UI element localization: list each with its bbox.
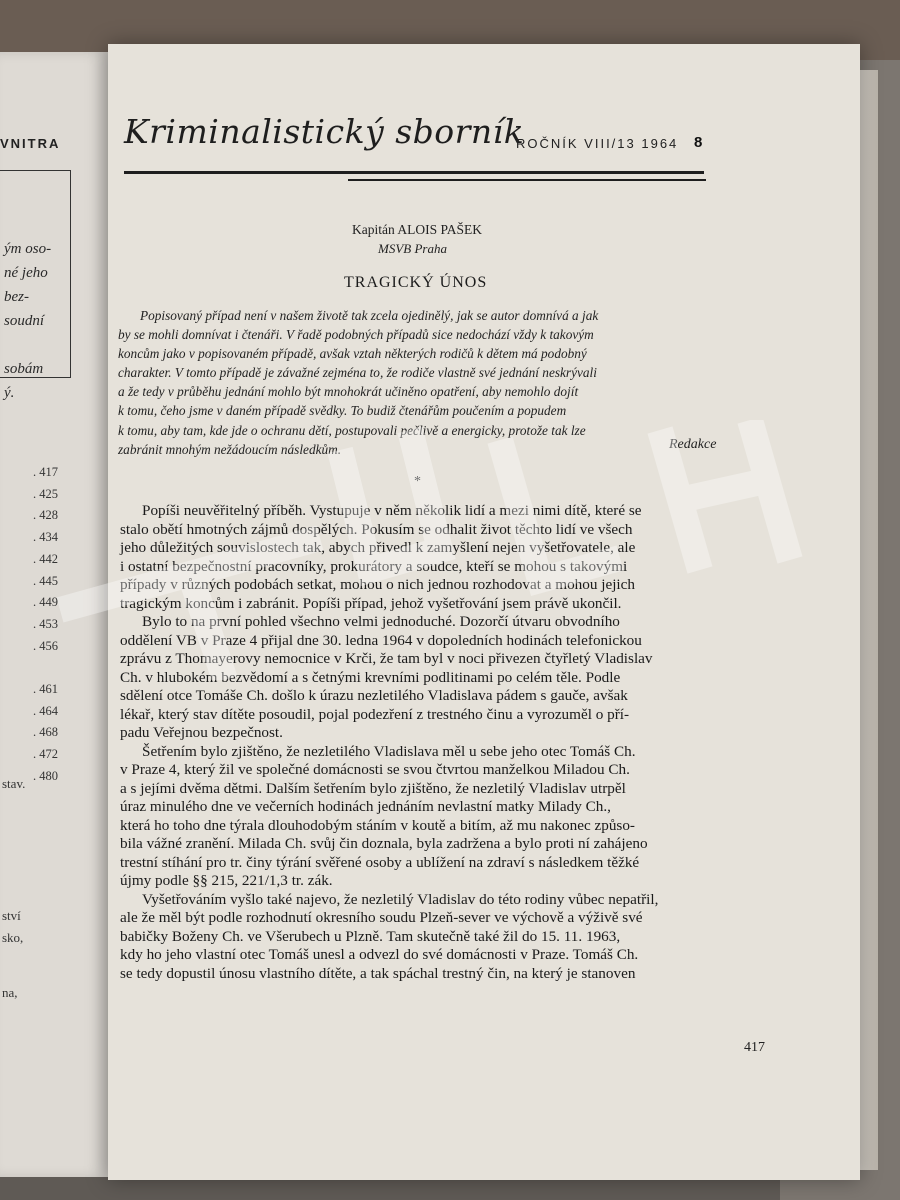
page-edge xyxy=(860,70,878,1170)
index-page-number: . 456 xyxy=(33,638,58,653)
left-box-line: bez- xyxy=(4,289,29,305)
index-page-number: . 461 xyxy=(33,682,58,697)
journal-page xyxy=(108,44,860,1180)
body-line: v Praze 4, který žil ve společné domácnosti se svou čtvrtou manželkou Miladou Ch. xyxy=(120,761,630,778)
body-line: i ostatní bezpečnostní pracovníky, prokurátory a soudce, kteří se mohou s takovými xyxy=(120,557,628,575)
index-page-number: . 453 xyxy=(33,616,58,631)
left-page-fragment: ství xyxy=(2,908,21,923)
left-page xyxy=(0,52,109,1177)
header-rule-thin xyxy=(348,179,706,181)
body-line: Bylo to na první pohled všechno velmi jednoduché. Dozorčí útvaru obvodního xyxy=(142,613,620,630)
body-line: jeho důležitých souvislostech tak, abych přivedl k zamyšlení nejen vyšetřovatele, ale xyxy=(120,539,636,556)
index-page-number: . 472 xyxy=(33,747,58,762)
editorial-line: by se mohli domnívat i čtenáři. V řadě podobných případů sice nedochází vždy k takovým xyxy=(118,327,594,343)
article-body xyxy=(120,502,748,983)
index-page-number: . 434 xyxy=(33,530,58,545)
left-page-fragment: sko, xyxy=(2,930,24,945)
body-line: úraz minulého dne ve večerních hodinách jednáním nevlastní matky Milady Ch., xyxy=(120,798,611,815)
journal-title: Kriminalistický sborník xyxy=(124,112,525,151)
body-line: Šetřením bylo zjištěno, že nezletilého Vladislava měl u sebe jeho otec Tomáš Ch. xyxy=(142,742,636,760)
editorial-line: Popisovaný případ není v našem životě tak zcela ojedinělý, jak se autor domnívá a jak xyxy=(140,308,599,323)
left-page-fragment: na, xyxy=(2,985,18,1000)
left-box-line: sobám xyxy=(4,361,44,377)
left-page-box xyxy=(0,170,71,401)
left-page-fragment: stav. xyxy=(2,776,26,791)
article-author: Kapitán ALOIS PAŠEK xyxy=(352,222,483,237)
volume-info: ROČNÍK VIII/13 1964 xyxy=(516,136,679,151)
body-line: se tedy dopustil únosu vlastního dítěte, a tak spáchal trestný čin, na který je stanoven xyxy=(120,964,636,982)
left-box-line: ým oso- xyxy=(4,241,52,257)
index-page-number: . 425 xyxy=(33,486,58,501)
body-line: Popíši neuvěřitelný příběh. Vystupuje v něm několik lidí a mezi nimi dítě, které se xyxy=(142,502,642,519)
body-line: Ch. v hlubokém bezvědomí a s četnými krevními podlitinami po celém těle. Podle xyxy=(120,668,621,686)
body-line: bila vážné zranění. Milada Ch. svůj čin doznala, byla zadržena a bylo proti ní zahájeno xyxy=(120,835,648,852)
body-line: padu Veřejnou bezpečnost. xyxy=(120,724,283,741)
body-line: lékař, který stav dítěte posoudil, pojal podezření z trestného činu a vyrozuměl o pří- xyxy=(120,705,630,723)
index-page-number: . 442 xyxy=(33,551,58,566)
body-line: a s jejími dvěma dětmi. Dalším šetřením bylo zjištěno, že nezletilý Vladislav utrpěl xyxy=(120,779,626,797)
index-page-number: . 417 xyxy=(33,465,58,479)
editorial-line: zabránit mnohým nežádoucím následkům. xyxy=(118,441,342,457)
left-box-line: né jeho xyxy=(4,265,48,281)
editorial-note xyxy=(118,306,730,459)
index-page-number: . 468 xyxy=(33,725,58,740)
left-box-line xyxy=(4,333,51,357)
body-line: babičky Boženy Ch. ve Všerubech u Plzně. Tam skutečně také žil do 15. 11. 1963, xyxy=(120,927,621,945)
left-box-line: soudní xyxy=(4,313,45,329)
editorial-line: charakter. V tomto případě je závažné zejména to, že rodiče vlastně své jednání neskrývali xyxy=(118,365,597,381)
editorial-signature: Redakce xyxy=(669,437,717,452)
body-line: trestní stíhání pro tr. činy týrání svěřené osoby a ublížení na zdraví s následkem těžké xyxy=(120,853,640,871)
article-title: TRAGICKÝ ÚNOS xyxy=(344,274,488,291)
section-separator: * xyxy=(414,474,421,489)
editorial-line: k tomu, aby tam, kde jde o ochranu dětí, postupovali pečlivě a energicky, protože tak lze xyxy=(118,422,586,438)
left-box-line: ý. xyxy=(4,385,15,401)
left-page-header: VNITRA xyxy=(0,136,61,151)
body-line: újmy podle §§ 215, 221/1,3 tr. zák. xyxy=(120,872,333,889)
body-line: tragickým koncům i zabránit. Popíši případ, jehož vyšetřování jsem právě ukončil. xyxy=(120,594,622,612)
body-line: sdělení otce Tomáše Ch. došlo k úrazu nezletilého Vladislava pádem s gauče, avšak xyxy=(120,687,628,704)
article-organization: MSVB Praha xyxy=(378,241,447,256)
header-rule xyxy=(124,171,704,174)
body-line: kdy ho jeho vlastní otec Tomáš unesl a odvezl do své domácnosti v Praze. Tomáš Ch. xyxy=(120,946,639,963)
left-page-box-text xyxy=(4,237,51,405)
left-page-index xyxy=(33,462,58,788)
editorial-line: k tomu, čeho jsme v daném případě svědky. To budiž čtenářům poučením a popudem xyxy=(118,403,567,419)
body-line: zprávu z Thomayerovy nemocnice v Krči, že tam byl v noci přivezen čtyřletý Vladislav xyxy=(120,650,653,667)
page-number: 417 xyxy=(744,1040,765,1055)
index-page-number: . 449 xyxy=(33,595,58,610)
index-page-number: . 428 xyxy=(33,508,58,523)
index-page-number: . 464 xyxy=(33,703,58,718)
index-page-number: . 480 xyxy=(33,768,58,783)
index-page-number xyxy=(33,657,58,679)
index-page-number: . 445 xyxy=(33,573,58,588)
body-line: ale že měl být podle rozhodnutí okresního soudu Plzeň-sever ve výchově a výživě své xyxy=(120,909,643,926)
body-line: která ho toho dne týrala dlouhodobým stáním v koutě a bitím, až mu nakonec způso- xyxy=(120,816,635,834)
editorial-line: koncům jako v popisovaném případě, avšak vztah některých rodičů k dětem má podobný xyxy=(118,346,587,362)
body-line: oddělení VB v Praze 4 přijal dne 30. ledna 1964 v dopoledních hodinách telefonickou xyxy=(120,631,642,649)
body-line: případy v různých podobách setkat, mohou o nich jednou rozhodovat a mohou jejich xyxy=(120,576,635,593)
body-line: Vyšetřováním vyšlo také najevo, že nezletilý Vladislav do této rodiny vůbec nepatřil, xyxy=(142,890,659,908)
editorial-line: a že tedy v průběhu jednání mohlo být mnohokrát učiněno opatření, aby nemohlo dojít xyxy=(118,384,579,400)
issue-number: 8 xyxy=(694,134,703,151)
body-line: stalo obětí hmotných zájmů dospělých. Pokusím se odhalit život těchto lidí ve všech xyxy=(120,520,633,538)
